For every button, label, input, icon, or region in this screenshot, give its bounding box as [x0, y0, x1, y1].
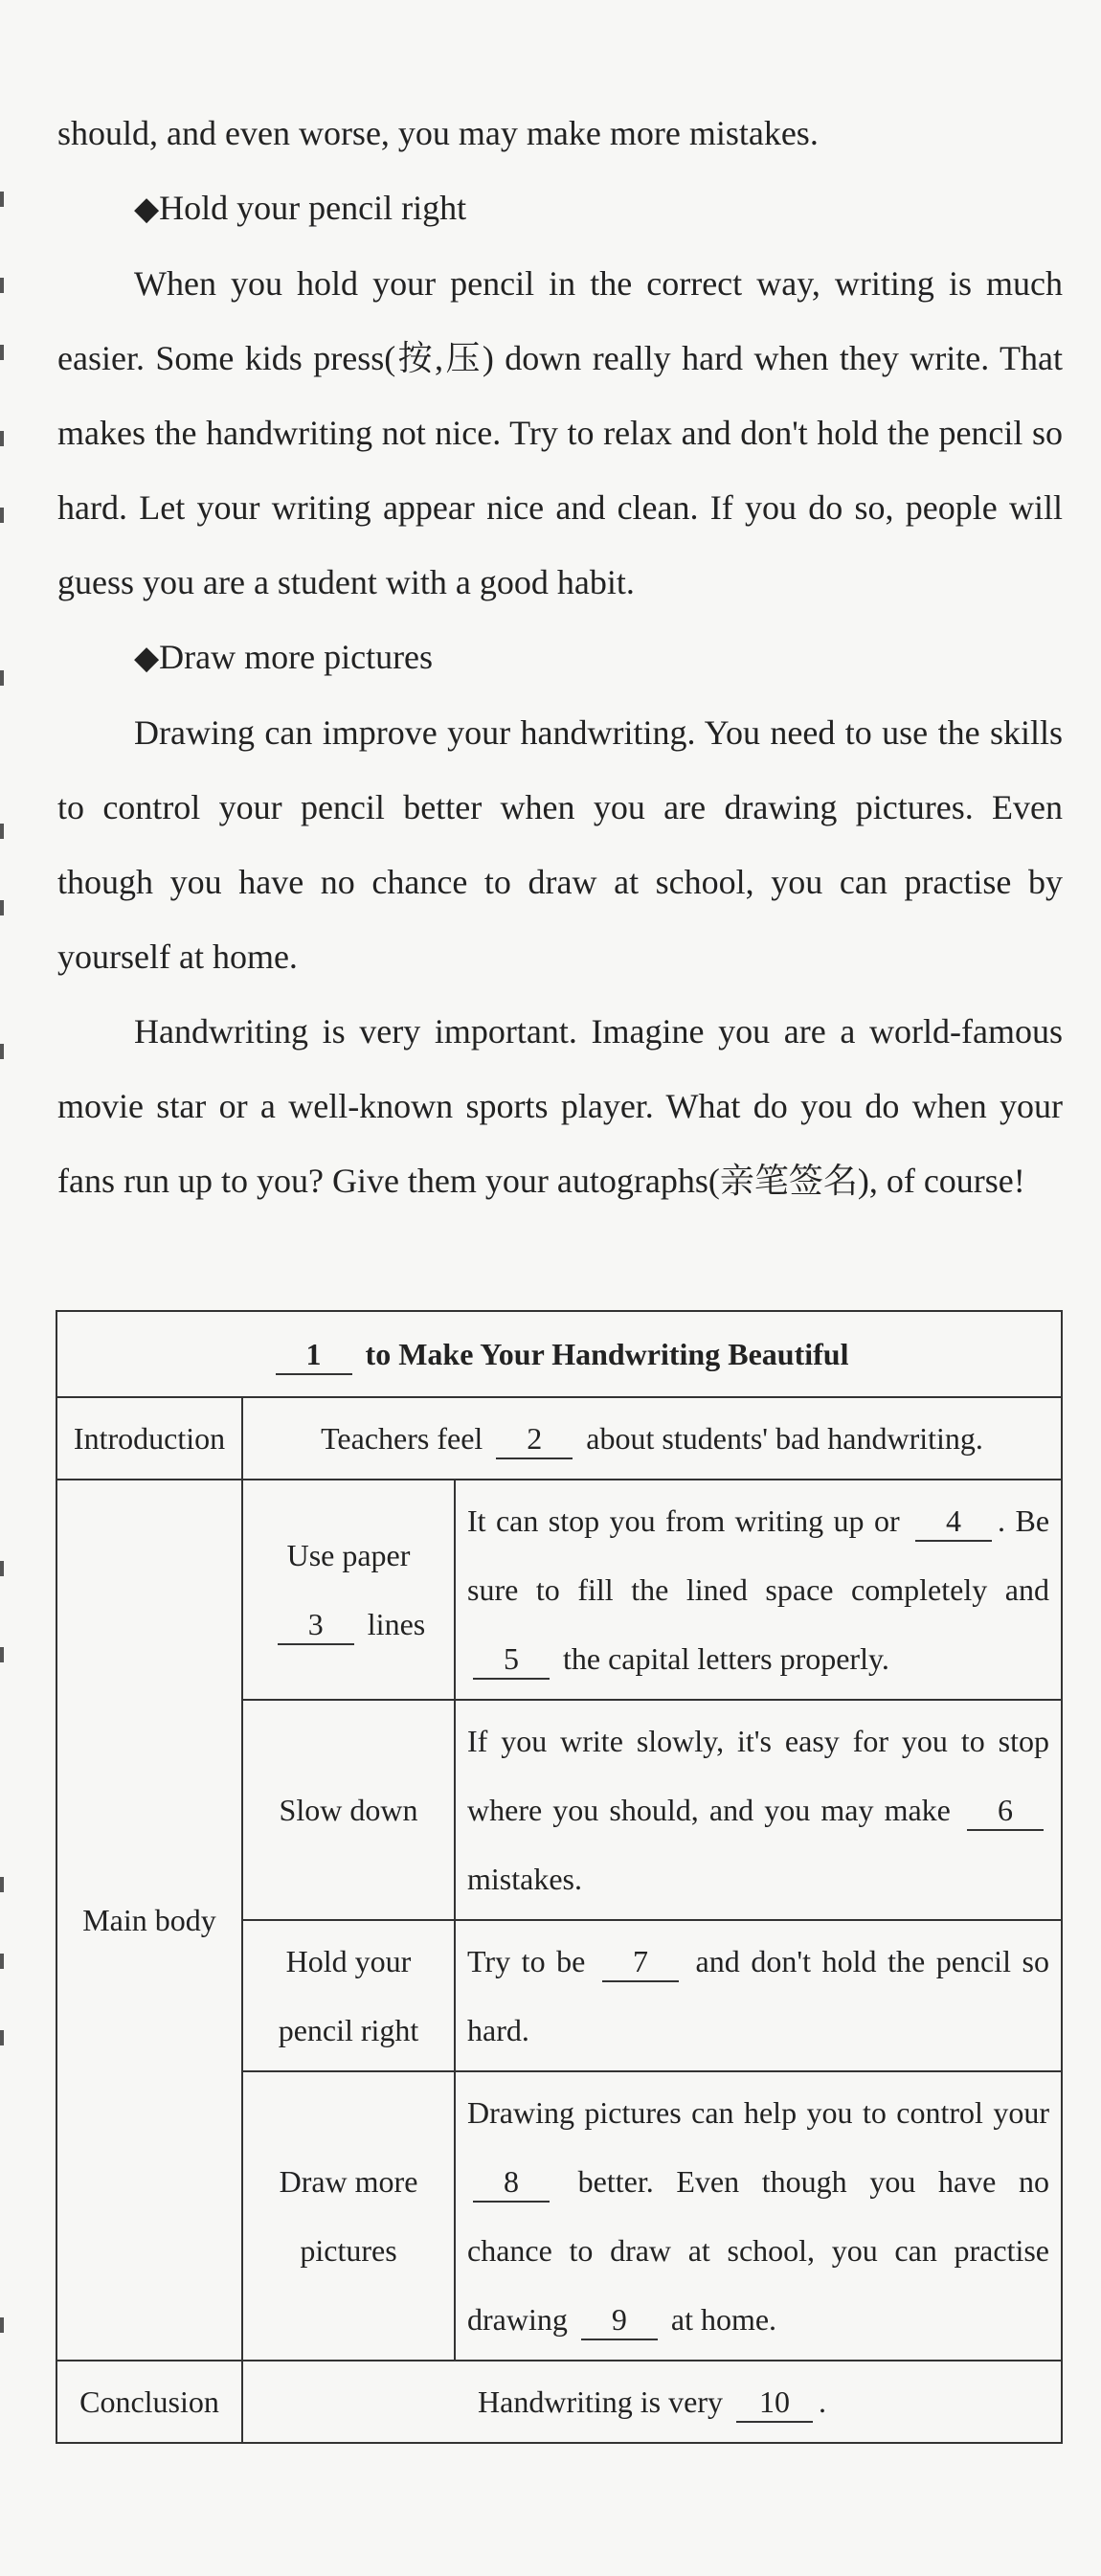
- conclusion-content: [242, 2361, 1062, 2443]
- intro-row: [56, 1397, 1062, 1480]
- blank-1[interactable]: 1: [276, 1335, 352, 1375]
- text: Drawing pictures can help you to control your: [467, 2095, 1049, 2130]
- margin-mark: [0, 2317, 4, 2333]
- margin-mark: [0, 1954, 4, 1969]
- margin-mark: [0, 670, 4, 686]
- text: . Be sure to fill the lined space completely and: [467, 1503, 1050, 1607]
- text: lines: [367, 1607, 426, 1641]
- conclusion-row: [56, 2361, 1062, 2443]
- margin-mark: [0, 2030, 4, 2045]
- blank-10[interactable]: 10: [736, 2383, 813, 2423]
- intro-content: [242, 1397, 1062, 1480]
- paragraph-4: Handwriting is very important. Imagine you are a world-famous movie star or a well-known sports player. What do you do when your fans run up to you? Give them your autographs(亲笔签名), of course!: [57, 1012, 1063, 1200]
- diamond-bullet-icon: ◆: [134, 190, 160, 228]
- blank-2[interactable]: 2: [496, 1419, 573, 1459]
- margin-mark: [0, 431, 4, 446]
- text: Use paper: [286, 1538, 411, 1572]
- main-row-1: [56, 1480, 1062, 1700]
- margin-mark: [0, 278, 4, 293]
- content-hold-pencil: [455, 1920, 1062, 2071]
- text: the capital letters properly.: [563, 1641, 889, 1676]
- heading-text: Hold your pencil right: [159, 189, 467, 227]
- main-body-label: Main body: [56, 1480, 242, 2361]
- text: Try to be: [467, 1944, 586, 1978]
- blank-5[interactable]: 5: [473, 1639, 550, 1680]
- content-slow-down: [455, 1700, 1062, 1920]
- margin-mark: [0, 900, 4, 915]
- margin-mark: [0, 508, 4, 523]
- text: better. Even though you have no chance to draw at school, you can practise drawing: [467, 2164, 1050, 2337]
- reading-passage: [57, 96, 1063, 1218]
- paragraph-1: should, and even worse, you may make more mistakes.: [57, 114, 819, 152]
- table-title: [56, 1311, 1062, 1397]
- text: and don't hold the pencil so hard.: [467, 1944, 1049, 2047]
- blank-8[interactable]: 8: [473, 2162, 550, 2203]
- paragraph-2: When you hold your pencil in the correct way, writing is much easier. Some kids press(按,压) down really hard when they write. That makes the handwriting not nice. Try to relax and don't hold the pencil so hard. Let your writing appear nice and clean. If you do so, people will guess you are a student with a good habit.: [57, 264, 1063, 601]
- blank-9[interactable]: 9: [581, 2300, 658, 2340]
- margin-mark: [0, 1877, 4, 1892]
- text: about students' bad handwriting.: [586, 1421, 983, 1456]
- margin-mark: [0, 824, 4, 839]
- sub-use-paper: [242, 1480, 455, 1700]
- heading-text: Draw more pictures: [159, 638, 434, 676]
- blank-7[interactable]: 7: [602, 1942, 679, 1982]
- margin-mark: [0, 192, 4, 207]
- content-use-paper: [455, 1480, 1062, 1700]
- sub-hold-pencil: Hold your pencil right: [242, 1920, 455, 2071]
- paragraph-3: Drawing can improve your handwriting. You need to use the skills to control your pencil better when you are drawing pictures. Even though you have no chance to draw at school, you can practise by yourself at home.: [57, 713, 1063, 976]
- margin-marks: [0, 0, 8, 2576]
- intro-label: Introduction: [56, 1397, 242, 1480]
- sub-draw-pictures: Draw more pictures: [242, 2071, 455, 2361]
- sub-slow-down: Slow down: [242, 1700, 455, 1920]
- text: Handwriting is very: [478, 2384, 723, 2419]
- content-draw-pictures: [455, 2071, 1062, 2361]
- conclusion-label: Conclusion: [56, 2361, 242, 2443]
- margin-mark: [0, 1647, 4, 1662]
- text: .: [818, 2384, 826, 2419]
- text: at home.: [670, 2302, 777, 2337]
- text: Teachers feel: [321, 1421, 483, 1456]
- margin-mark: [0, 1561, 4, 1576]
- blank-6[interactable]: 6: [967, 1791, 1044, 1831]
- margin-mark: [0, 1044, 4, 1059]
- title-text: to Make Your Handwriting Beautiful: [365, 1337, 849, 1371]
- margin-mark: [0, 345, 4, 360]
- blank-4[interactable]: 4: [915, 1502, 992, 1542]
- blank-3[interactable]: 3: [278, 1605, 354, 1645]
- text: It can stop you from writing up or: [467, 1503, 900, 1538]
- title-row: [56, 1311, 1062, 1397]
- section-heading-draw-pictures: [57, 620, 1063, 695]
- summary-table: [56, 1310, 1063, 2444]
- diamond-bullet-icon: ◆: [134, 639, 160, 677]
- text: If you write slowly, it's easy for you to stop where you should, and you may make: [467, 1724, 1049, 1827]
- text: mistakes.: [467, 1862, 582, 1896]
- section-heading-hold-pencil: [57, 170, 1063, 246]
